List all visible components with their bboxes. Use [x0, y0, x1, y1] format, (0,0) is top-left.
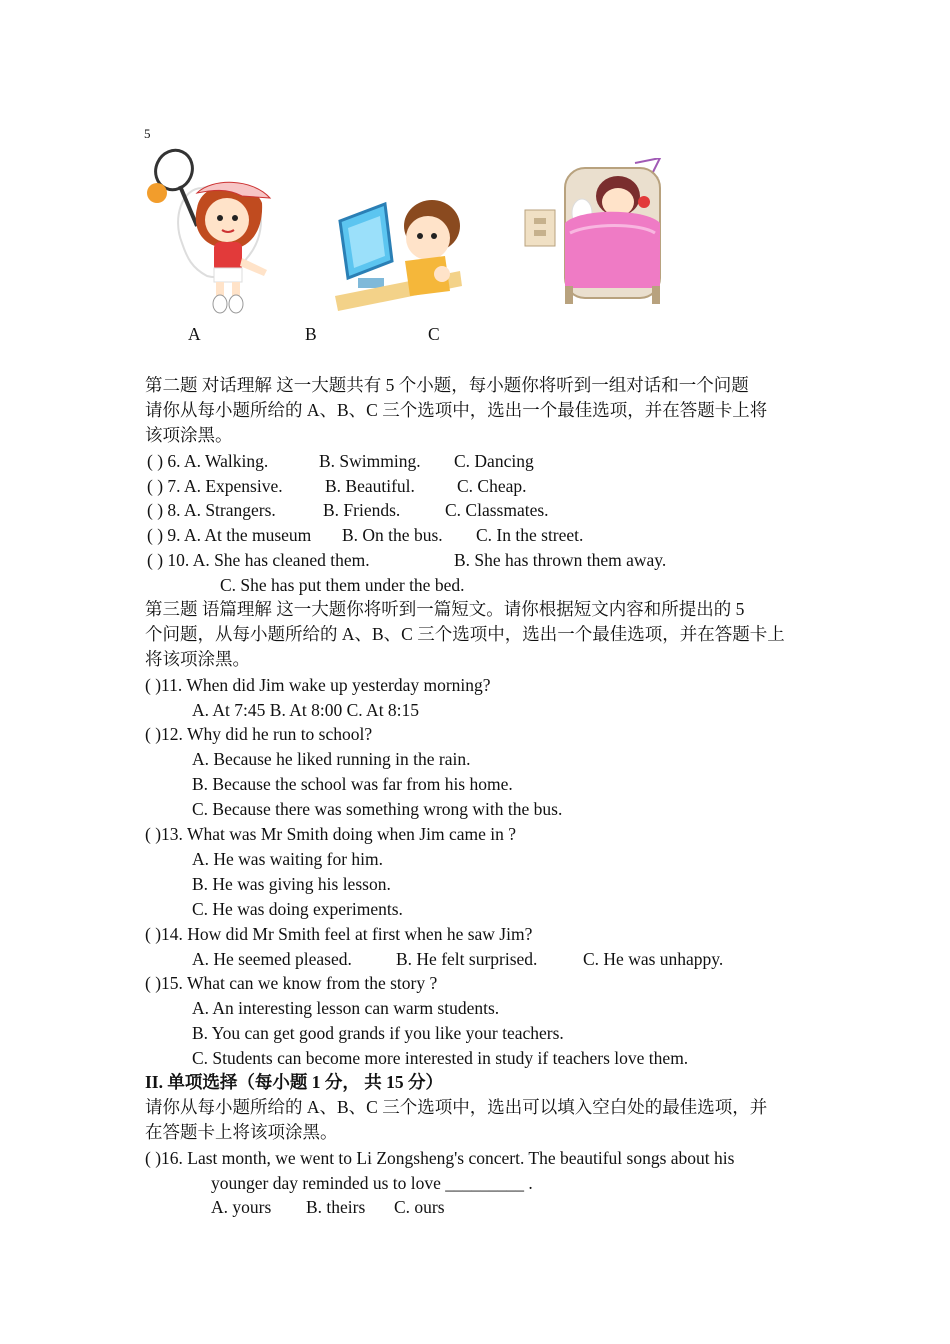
q13-stem: ( )13. What was Mr Smith doing when Jim came in ? [145, 824, 517, 844]
q13-option-b: B. He was giving his lesson. [192, 874, 391, 894]
q7-option-a: ( ) 7. A. Expensive. [147, 476, 283, 496]
boy-computer-picture [330, 186, 465, 316]
part2-heading: II. 单项选择（每小题 1 分， 共 15 分） [145, 1072, 443, 1092]
q12-option-c: C. Because there was something wrong with the bus. [192, 799, 563, 819]
q9-option-b: B. On the bus. [342, 525, 443, 545]
section3-intro-line2: 个问题，从每小题所给的 A、B、C 三个选项中，选出一个最佳选项，并在答题卡上 [145, 624, 785, 644]
section2-intro-line3: 该项涂黑。 [145, 425, 233, 445]
section3-intro-line3: 将该项涂黑。 [145, 649, 250, 669]
q6-option-b: B. Swimming. [319, 451, 421, 471]
picture-label-a: A [188, 324, 201, 344]
q8-option-b: B. Friends. [323, 500, 401, 520]
q9-option-c: C. In the street. [476, 525, 584, 545]
q16-option-a: A. yours [211, 1197, 272, 1217]
q10-option-a: ( ) 10. A. She has cleaned them. [147, 550, 370, 570]
q16-option-b: B. theirs [306, 1197, 366, 1217]
q12-option-b: B. Because the school was far from his home. [192, 774, 513, 794]
page-number: 5 [144, 126, 151, 141]
q11-options: A. At 7:45 B. At 8:00 C. At 8:15 [192, 700, 420, 720]
q7-option-c: C. Cheap. [457, 476, 527, 496]
q10-option-b: B. She has thrown them away. [454, 550, 667, 570]
q12-option-a: A. Because he liked running in the rain. [192, 749, 471, 769]
q16-stem: ( )16. Last month, we went to Li Zongsheng's concert. The beautiful songs about his [145, 1148, 735, 1168]
part2-intro-line2: 在答题卡上将该项涂黑。 [145, 1122, 338, 1142]
q14-option-c: C. He was unhappy. [583, 949, 724, 969]
q6-option-a: ( ) 6. A. Walking. [147, 451, 269, 471]
girl-bed-picture [520, 158, 670, 308]
picture-label-c: C [428, 324, 440, 344]
q15-stem: ( )15. What can we know from the story ? [145, 973, 438, 993]
section2-intro-line2: 请你从每小题所给的 A、B、C 三个选项中，选出一个最佳选项，并在答题卡上将 [145, 400, 768, 420]
tennis-girl-picture [142, 148, 277, 318]
q15-option-a: A. An interesting lesson can warm students. [192, 998, 500, 1018]
q8-option-a: ( ) 8. A. Strangers. [147, 500, 276, 520]
q12-stem: ( )12. Why did he run to school? [145, 724, 373, 744]
q10-option-c: C. She has put them under the bed. [220, 575, 465, 595]
q16-stem-line2: younger day reminded us to love _________ . [211, 1173, 533, 1193]
q13-option-c: C. He was doing experiments. [192, 899, 403, 919]
q16-option-c: C. ours [394, 1197, 445, 1217]
q14-option-b: B. He felt surprised. [396, 949, 538, 969]
q9-option-a: ( ) 9. A. At the museum [147, 525, 312, 545]
q11-stem: ( )11. When did Jim wake up yesterday morning? [145, 675, 491, 695]
q14-option-a: A. He seemed pleased. [192, 949, 352, 969]
q15-option-c: C. Students can become more interested in study if teachers love them. [192, 1048, 689, 1068]
section3-intro-line1: 第三题 语篇理解 这一大题你将听到一篇短文。请你根据短文内容和所提出的 5 [145, 599, 745, 619]
q8-option-c: C. Classmates. [445, 500, 549, 520]
section2-intro-line1: 第二题 对话理解 这一大题共有 5 个小题，每小题你将听到一组对话和一个问题 [145, 375, 749, 395]
q6-option-c: C. Dancing [454, 451, 534, 471]
part2-intro-line1: 请你从每小题所给的 A、B、C 三个选项中，选出可以填入空白处的最佳选项，并 [145, 1097, 768, 1117]
q13-option-a: A. He was waiting for him. [192, 849, 384, 869]
q15-option-b: B. You can get good grands if you like your teachers. [192, 1023, 564, 1043]
picture-label-b: B [305, 324, 317, 344]
q14-stem: ( )14. How did Mr Smith feel at first when he saw Jim? [145, 924, 533, 944]
q7-option-b: B. Beautiful. [325, 476, 415, 496]
